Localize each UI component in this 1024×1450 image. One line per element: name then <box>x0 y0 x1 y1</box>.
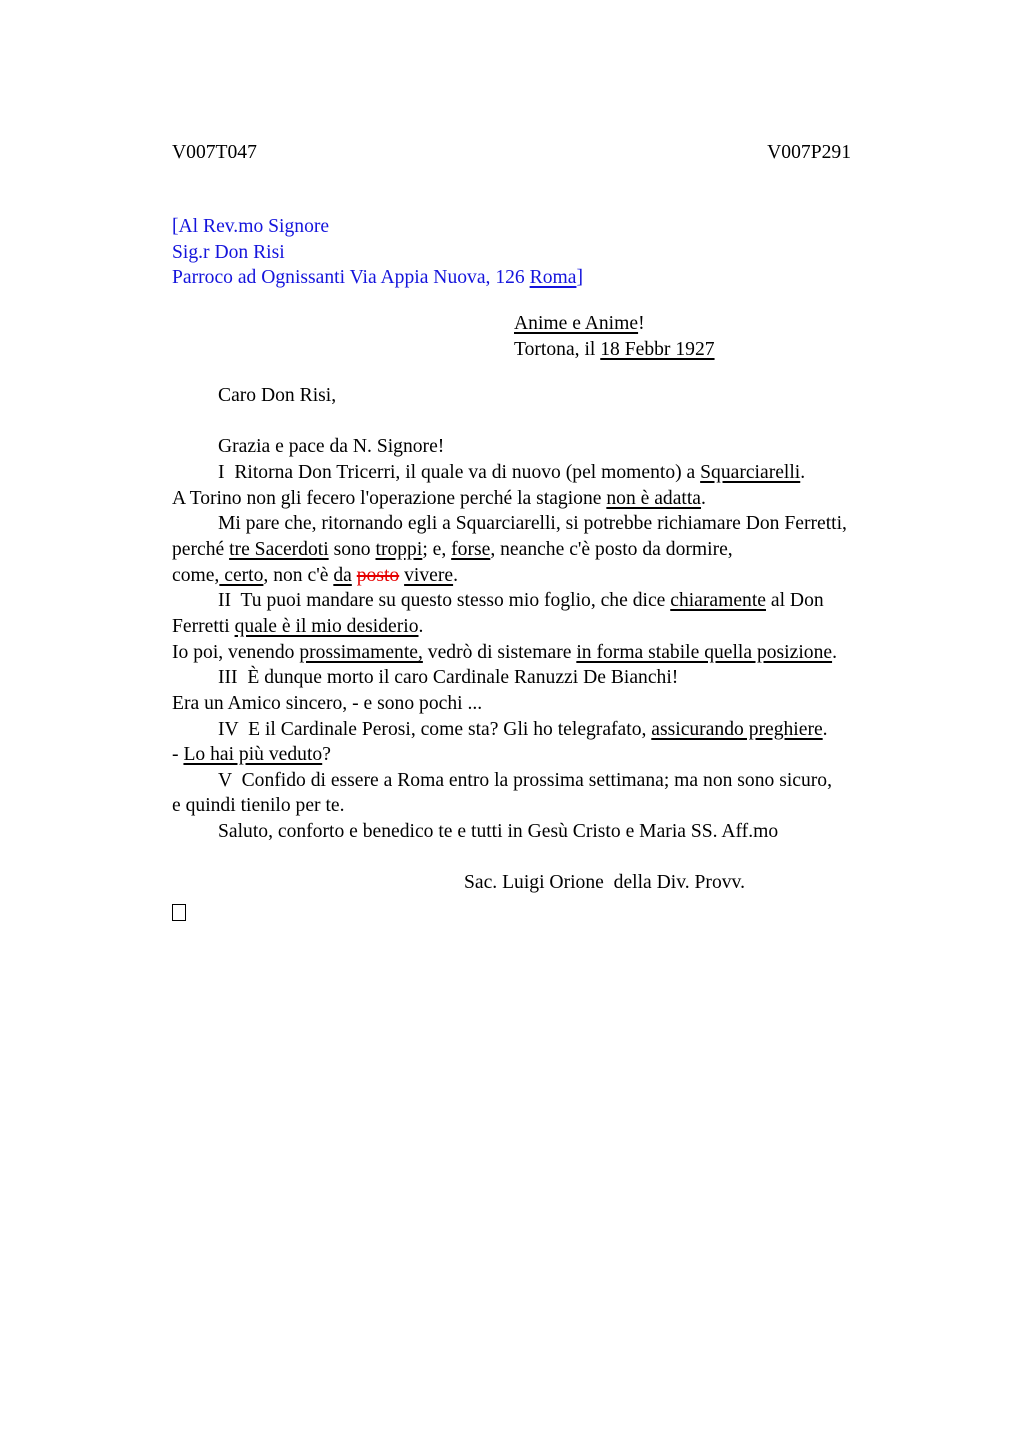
underlined-text: in forma stabile quella posizione <box>576 641 833 663</box>
archive-code-right: V007P291 <box>767 142 851 163</box>
archive-code-left: V007T047 <box>172 142 257 163</box>
underlined-text: tre Sacerdoti <box>229 538 329 560</box>
struck-word: posto <box>356 564 400 586</box>
text-run: Saluto, conforto e benedico te e tutti in Gesù Cristo e Maria SS. Aff.mo <box>172 821 779 843</box>
text-run: , neanche c'è posto da dormire, <box>490 538 733 560</box>
text-line <box>172 486 1018 512</box>
text-run: Parroco ad Ognissanti Via Appia Nuova, 126 <box>172 267 530 289</box>
text-run: Ferretti <box>172 615 235 637</box>
text-run: Sig.r Don Risi <box>172 241 285 263</box>
underlined-text: assicurando preghiere <box>651 718 823 740</box>
text-line <box>172 665 1018 691</box>
text-run: e quindi tienilo per te. <box>172 795 345 817</box>
empty-square-icon <box>172 904 186 921</box>
underlined-text: Roma <box>529 267 577 289</box>
text-run: , non c'è <box>263 564 334 586</box>
archive-codes <box>172 140 851 166</box>
text-run: ? <box>322 744 331 766</box>
underlined-text: non è adatta <box>606 487 702 509</box>
text-line <box>172 511 1018 537</box>
text-run: - <box>172 744 184 766</box>
underlined-text: forse <box>451 538 491 560</box>
text-line <box>172 819 1018 845</box>
text-run: Mi pare che, ritornando egli a Squarciarelli, si potrebbe richiamare Don Ferretti, <box>172 513 847 535</box>
text-line <box>172 691 1018 717</box>
text-line <box>172 434 1018 460</box>
text-run: perché <box>172 538 230 560</box>
letter-body <box>172 383 1018 845</box>
text-run: Caro Don Risi, <box>172 385 337 406</box>
text-run: II Tu puoi mandare su questo stesso mio foglio, che dice <box>172 590 671 612</box>
text-run: Tortona, il <box>514 338 601 360</box>
text-line <box>172 383 1018 409</box>
text-run: . <box>453 564 458 586</box>
text-run: come, <box>172 564 220 586</box>
text-run: al Don <box>765 590 824 612</box>
underlined-text: troppi <box>375 538 423 560</box>
underlined-text: 18 Febbr 1927 <box>600 338 715 360</box>
text-line <box>172 563 1018 589</box>
text-run: ! <box>638 313 645 334</box>
underlined-text: vivere <box>404 564 454 586</box>
underlined-text: chiaramente <box>670 590 766 612</box>
text-line <box>514 311 715 337</box>
text-line <box>172 240 583 266</box>
motto-and-date <box>514 311 715 362</box>
underlined-text: certo <box>219 564 264 586</box>
text-line <box>172 409 1018 435</box>
underlined-text: Anime e Anime <box>514 313 639 334</box>
text-line <box>172 588 1018 614</box>
text-line <box>172 742 1018 768</box>
underlined-text: Lo hai più veduto <box>183 744 323 766</box>
recipient-address <box>172 214 583 291</box>
signature-line: Sac. Luigi Orione della Div. Provv. <box>464 872 745 893</box>
text-line <box>172 717 1018 743</box>
text-run: . <box>800 461 806 483</box>
text-run: vedrò di sistemare <box>422 641 577 663</box>
text-run: . <box>832 641 837 663</box>
underlined-text: da <box>333 564 352 586</box>
text-run: . <box>822 718 828 740</box>
text-line <box>172 265 583 291</box>
text-line <box>172 537 1018 563</box>
text-line <box>172 793 1018 819</box>
text-run: III È dunque morto il caro Cardinale Ranuzzi De Bianchi! <box>172 667 679 689</box>
text-line <box>514 337 715 363</box>
text-run: Io poi, venendo <box>172 641 300 663</box>
text-run: . <box>701 487 706 509</box>
text-run: Era un Amico sincero, - e sono pochi ... <box>172 692 483 714</box>
text-line <box>172 614 1018 640</box>
text-run: ] <box>576 267 583 289</box>
text-line <box>172 214 583 240</box>
text-run: . <box>418 615 424 637</box>
text-run: IV E il Cardinale Perosi, come sta? Gli ho telegrafato, <box>172 718 652 740</box>
text-run: I Ritorna Don Tricerri, il quale va di nuovo (pel momento) a <box>172 461 701 483</box>
underlined-text: Squarciarelli <box>700 461 801 483</box>
text-run: ; e, <box>422 538 452 560</box>
underlined-text: quale è il mio desiderio <box>234 615 419 637</box>
text-run: sono <box>328 538 376 560</box>
text-line <box>172 460 1018 486</box>
text-line <box>172 640 1018 666</box>
text-line <box>172 768 1018 794</box>
text-run: A Torino non gli fecero l'operazione perché la stagione <box>172 487 607 509</box>
text-run: [Al Rev.mo Signore <box>172 216 330 237</box>
text-run: Grazia e pace da N. Signore! <box>172 436 445 458</box>
underlined-text: prossimamente, <box>299 641 423 663</box>
text-run: V Confido di essere a Roma entro la prossima settimana; ma non sono sicuro, <box>172 769 833 791</box>
